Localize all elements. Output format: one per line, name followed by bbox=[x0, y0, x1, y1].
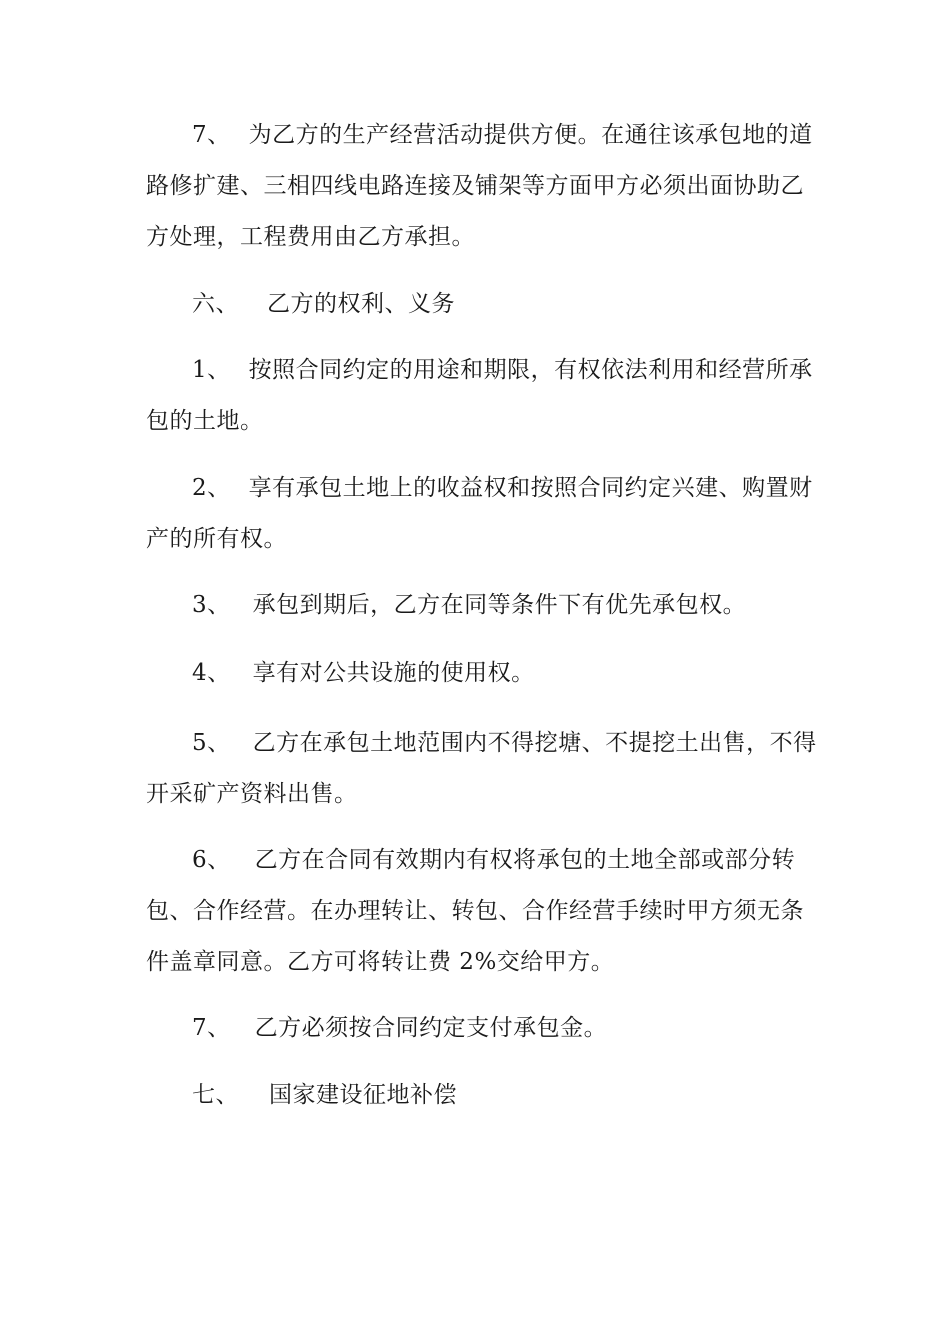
clause-number: 7、 bbox=[192, 1015, 231, 1041]
right-4-line-1 bbox=[192, 648, 810, 699]
clause-7-line-2 bbox=[146, 161, 810, 212]
clause-text: 享有对公共设施的使用权。 bbox=[252, 660, 535, 686]
section-number: 六、 bbox=[192, 291, 239, 317]
right-5-line-1 bbox=[192, 718, 817, 769]
right-7-line-1 bbox=[192, 1003, 810, 1054]
clause-number: 3、 bbox=[192, 592, 231, 618]
clause-7-line-3 bbox=[146, 212, 810, 263]
clause-text: 路修扩建、三相四线电路连接及铺架等方面甲方必须出面协助乙 bbox=[146, 173, 804, 199]
clause-text: 包的土地。 bbox=[146, 408, 264, 434]
right-3-line-1 bbox=[192, 580, 810, 631]
section-title: 乙方的权利、义务 bbox=[267, 291, 455, 317]
clause-7-line-1 bbox=[192, 110, 813, 161]
section-number: 七、 bbox=[192, 1082, 239, 1108]
right-6-line-3 bbox=[146, 937, 810, 988]
section-7-heading bbox=[192, 1070, 810, 1121]
clause-text: 产的所有权。 bbox=[146, 526, 287, 552]
right-1-line-2 bbox=[146, 396, 810, 447]
clause-text: 方处理，工程费用由乙方承担。 bbox=[146, 224, 475, 250]
right-5-line-2 bbox=[146, 769, 810, 820]
clause-number: 5、 bbox=[192, 730, 231, 756]
clause-text: 乙方必须按合同约定支付承包金。 bbox=[254, 1015, 608, 1041]
clause-text: 包、合作经营。在办理转让、转包、合作经营手续时甲方须无条 bbox=[146, 898, 804, 924]
right-2-line-1 bbox=[192, 463, 813, 514]
clause-text: 开采矿产资料出售。 bbox=[146, 781, 358, 807]
clause-text: 乙方在合同有效期内有权将承包的土地全部或部分转 bbox=[254, 847, 796, 873]
clause-number: 1、 bbox=[192, 357, 231, 383]
clause-number: 7、 bbox=[192, 122, 231, 148]
clause-text: 件盖章同意。乙方可将转让费 2%交给甲方。 bbox=[146, 949, 615, 975]
right-2-line-2 bbox=[146, 514, 810, 565]
right-6-line-1 bbox=[192, 835, 810, 886]
clause-text: 享有承包土地上的收益权和按照合同约定兴建、购置财 bbox=[248, 475, 813, 501]
section-title: 国家建设征地补偿 bbox=[269, 1082, 457, 1108]
clause-number: 2、 bbox=[192, 475, 231, 501]
clause-text: 乙方在承包土地范围内不得挖塘、不提挖土出售，不得 bbox=[252, 730, 817, 756]
clause-text: 为乙方的生产经营活动提供方便。在通往该承包地的道 bbox=[248, 122, 813, 148]
right-6-line-2 bbox=[146, 886, 810, 937]
clause-text: 承包到期后，乙方在同等条件下有优先承包权。 bbox=[252, 592, 747, 618]
clause-number: 6、 bbox=[192, 847, 231, 873]
clause-number: 4、 bbox=[192, 660, 231, 686]
clause-text: 按照合同约定的用途和期限，有权依法利用和经营所承 bbox=[248, 357, 813, 383]
right-1-line-1 bbox=[192, 345, 813, 396]
section-6-heading bbox=[192, 279, 810, 330]
